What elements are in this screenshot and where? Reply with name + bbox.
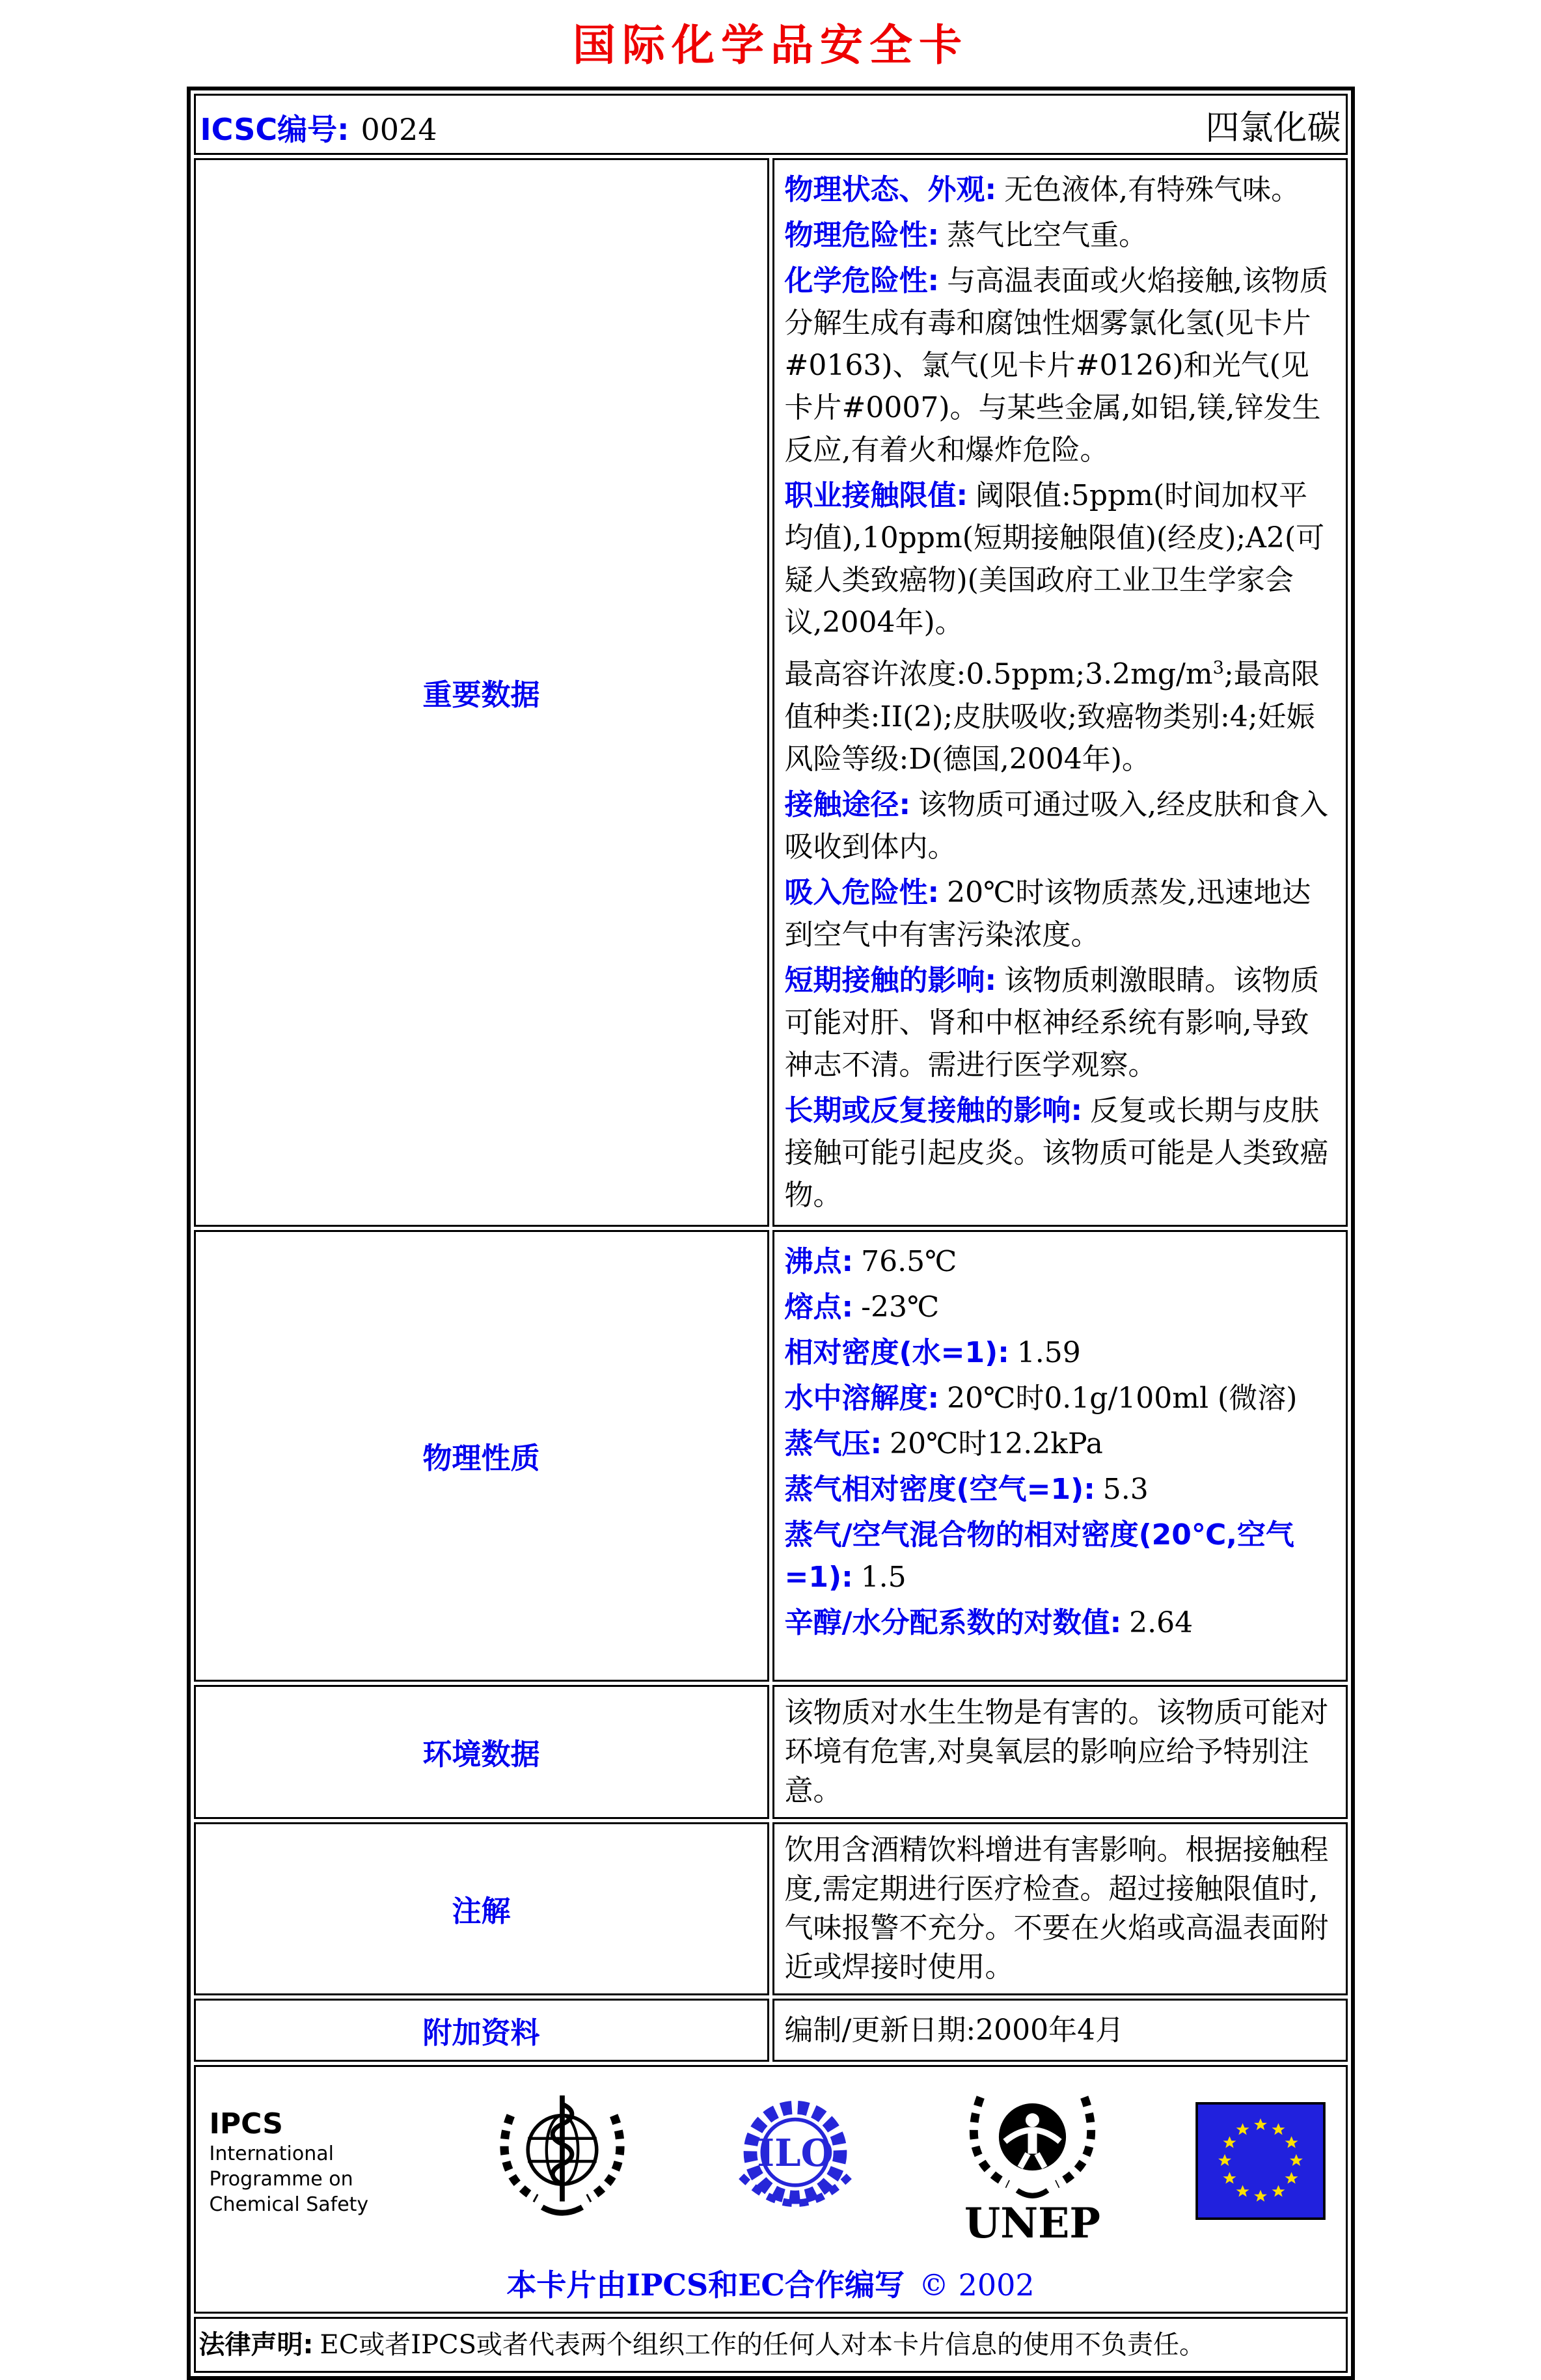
important-data-content bbox=[772, 158, 1348, 1227]
physical-item bbox=[785, 1377, 1335, 1419]
notes-row bbox=[194, 1822, 1348, 1995]
field-label: 接触途径: bbox=[784, 787, 911, 821]
field-text: 无色液体,有特殊气味。 bbox=[1004, 173, 1300, 206]
field-value: 1.59 bbox=[1016, 1335, 1081, 1369]
field-label: 物理状态、外观: bbox=[784, 173, 997, 206]
important-item bbox=[785, 214, 1335, 256]
field-text: 该物质可通过吸入,经皮肤和食入吸收到体内。 bbox=[784, 787, 1329, 864]
physical-item bbox=[785, 1332, 1335, 1374]
icsc-number-group bbox=[200, 106, 437, 149]
physical-item bbox=[785, 1514, 1335, 1598]
ilo-letters: ILO bbox=[756, 2130, 834, 2175]
important-item-mak bbox=[785, 647, 1335, 780]
field-text: 20℃时该物质蒸发,迅速地达到空气中有害污染浓度。 bbox=[784, 875, 1311, 951]
field-text: 蒸气比空气重。 bbox=[947, 219, 1148, 252]
field-text: 最高容许浓度:0.5ppm;3.2mg/m bbox=[784, 657, 1213, 691]
physical-item bbox=[785, 1240, 1335, 1283]
physical-properties-content bbox=[772, 1230, 1348, 1682]
ipcs-text-block bbox=[210, 2107, 405, 2217]
field-value: 5.3 bbox=[1102, 1472, 1149, 1506]
field-value: 2.64 bbox=[1129, 1606, 1193, 1639]
important-item bbox=[785, 871, 1335, 956]
field-label: 物理危险性: bbox=[784, 219, 940, 252]
logos-strip bbox=[197, 2068, 1345, 2252]
physical-item bbox=[785, 1286, 1335, 1328]
additional-info-row bbox=[194, 1999, 1348, 2062]
field-label: 化学危险性: bbox=[784, 264, 940, 297]
legal-text: EC或者IPCS或者代表两个组织工作的任何人对本卡片信息的使用不负责任。 bbox=[320, 2329, 1206, 2360]
field-label: 短期接触的影响: bbox=[784, 963, 997, 997]
physical-item bbox=[785, 1468, 1335, 1511]
important-item bbox=[785, 784, 1335, 868]
environment-text bbox=[785, 1693, 1335, 1811]
field-label: 蒸气相对密度(空气=1): bbox=[784, 1472, 1095, 1506]
field-label: 水中溶解度: bbox=[784, 1381, 940, 1415]
who-logo-icon bbox=[491, 2090, 634, 2236]
important-item bbox=[785, 959, 1335, 1086]
field-text: 阈限值:5ppm(时间加权平均值),10ppm(短期接触限值)(经皮);A2(可疑人类致癌物)(美国政府工业卫生学家会议,2004年)。 bbox=[784, 479, 1325, 639]
important-data-row bbox=[194, 158, 1348, 1227]
field-text: 该物质刺激眼睛。该物质可能对肝、肾和中枢神经系统有影响,导致神志不清。需进行医学观察。 bbox=[784, 963, 1320, 1082]
legal-row bbox=[194, 2317, 1348, 2373]
environment-content bbox=[772, 1685, 1348, 1819]
important-item bbox=[785, 260, 1335, 471]
notes-text bbox=[785, 1831, 1335, 1987]
icsc-table bbox=[187, 87, 1355, 2380]
field-text: 饮用含酒精饮料增进有害影响。根据接触程度,需定期进行医疗检查。超过接触限值时,气味报警不充分。不要在火焰或高温表面附近或焊接时使用。 bbox=[784, 1833, 1329, 1984]
field-label: 沸点: bbox=[784, 1244, 854, 1278]
section-label-additional: 附加资料 bbox=[194, 1999, 769, 2062]
section-label-physical: 物理性质 bbox=[194, 1230, 769, 1682]
additional-info-content bbox=[772, 1999, 1348, 2062]
icsc-number-value: 0024 bbox=[361, 111, 437, 147]
ipcs-line: Programme on bbox=[209, 2168, 353, 2191]
ipcs-line: International bbox=[209, 2142, 334, 2166]
field-value: 76.5℃ bbox=[861, 1244, 957, 1278]
field-label: 蒸气/空气混合物的相对密度(20℃,空气=1): bbox=[784, 1518, 1294, 1594]
section-label-important: 重要数据 bbox=[194, 158, 769, 1227]
field-label: 蒸气压: bbox=[784, 1427, 882, 1460]
field-label: 相对密度(水=1): bbox=[784, 1335, 1009, 1369]
header-row bbox=[194, 94, 1348, 155]
header-cell bbox=[194, 94, 1348, 155]
field-value: 1.5 bbox=[860, 1560, 907, 1594]
physical-properties-row bbox=[194, 1230, 1348, 1682]
icsc-card bbox=[187, 87, 1355, 2380]
header-content bbox=[197, 100, 1345, 149]
field-label: 熔点: bbox=[784, 1290, 854, 1324]
field-value: 20℃时12.2kPa bbox=[890, 1427, 1103, 1460]
physical-item bbox=[785, 1423, 1335, 1465]
legal-cell bbox=[194, 2317, 1348, 2373]
copyright-text: © 2002 bbox=[918, 2267, 1035, 2303]
unep-logo-icon bbox=[956, 2073, 1109, 2252]
superscript: 3 bbox=[1212, 658, 1224, 678]
section-label-notes: 注解 bbox=[194, 1822, 769, 1995]
field-value: -23℃ bbox=[861, 1290, 940, 1324]
field-label: 职业接触限值: bbox=[784, 479, 968, 512]
important-item bbox=[785, 169, 1335, 211]
field-label: 辛醇/水分配系数的对数值: bbox=[784, 1606, 1122, 1639]
logos-row bbox=[194, 2065, 1348, 2314]
field-label: 长期或反复接触的影响: bbox=[784, 1093, 1083, 1127]
legal-label: 法律声明: bbox=[198, 2329, 314, 2360]
chemical-name: 四氯化碳 bbox=[1205, 108, 1341, 148]
field-text: 反复或长期与皮肤接触可能引起皮炎。该物质可能是人类致癌物。 bbox=[784, 1093, 1329, 1212]
ilo-logo-icon bbox=[720, 2086, 870, 2239]
section-label-environment: 环境数据 bbox=[194, 1685, 769, 1819]
field-text: 与高温表面或火焰接触,该物质分解生成有毒和腐蚀性烟雾氯化氢(见卡片#0163)、氯气(见卡片#0126)和光气(见卡片#0007)。与某些金属,如铝,镁,锌发生反应,有着火和爆炸危险。 bbox=[784, 264, 1329, 467]
physical-item bbox=[785, 1602, 1335, 1644]
icsc-number-label: ICSC编号: bbox=[200, 111, 349, 147]
page-title: 国际化学品安全卡 bbox=[573, 20, 968, 70]
ipcs-line: Chemical Safety bbox=[209, 2193, 369, 2217]
icsc-page bbox=[0, 10, 1541, 2360]
ipcs-acronym: IPCS bbox=[209, 2107, 283, 2141]
logos-cell bbox=[194, 2065, 1348, 2314]
field-text: 编制/更新日期:2000年4月 bbox=[784, 2013, 1125, 2047]
cooperation-caption bbox=[197, 2262, 1345, 2305]
additional-info-text bbox=[785, 2009, 1335, 2051]
unep-letters: UNEP bbox=[964, 2198, 1100, 2247]
eu-flag-icon bbox=[1195, 2102, 1326, 2223]
caption-text: 本卡片由IPCS和EC合作编写 bbox=[506, 2267, 905, 2303]
field-text: ;最高限值种类:II(2);皮肤吸收;致癌物类别:4;妊娠风险等级:D(德国,2004年)。 bbox=[784, 657, 1320, 776]
field-label: 吸入危险性: bbox=[784, 875, 940, 909]
field-value: 20℃时0.1g/100ml (微溶) bbox=[947, 1381, 1298, 1415]
important-item bbox=[785, 474, 1335, 644]
legal-statement bbox=[197, 2320, 1345, 2370]
important-item bbox=[785, 1089, 1335, 1216]
notes-content bbox=[772, 1822, 1348, 1995]
field-text: 该物质对水生生物是有害的。该物质可能对环境有危害,对臭氧层的影响应给予特别注意。 bbox=[784, 1695, 1329, 1807]
environment-row bbox=[194, 1685, 1348, 1819]
